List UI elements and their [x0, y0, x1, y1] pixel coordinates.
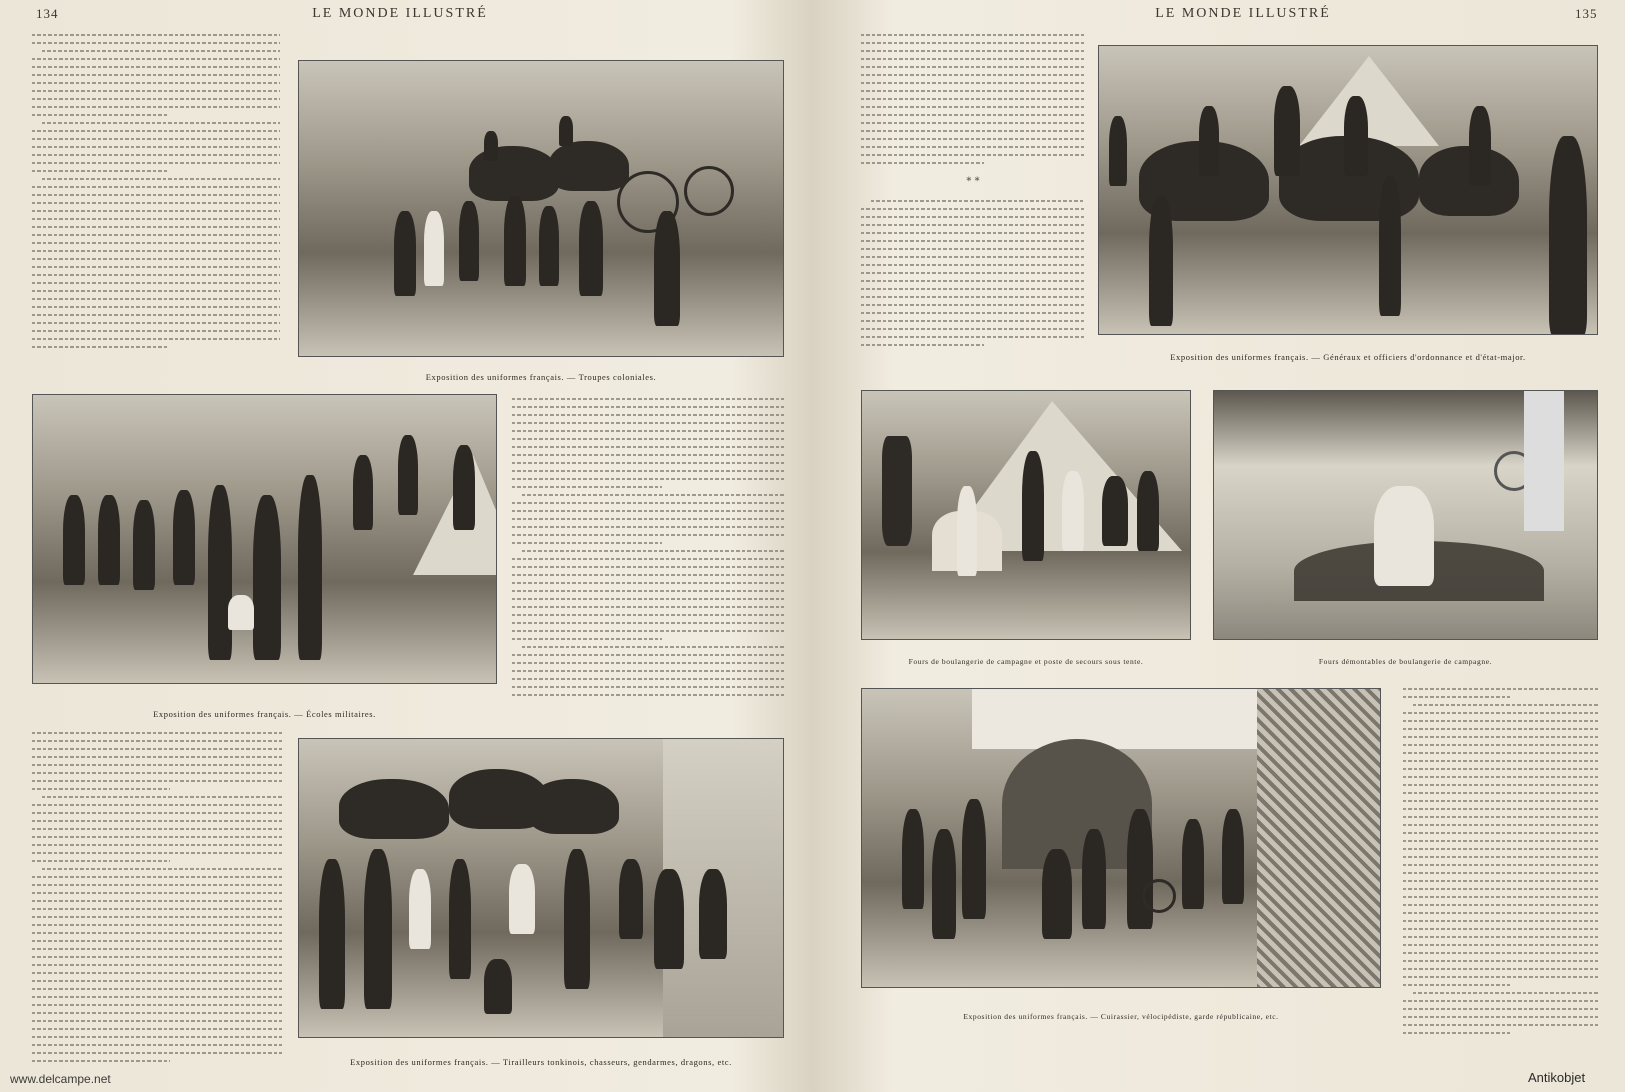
right-header — [813, 6, 1625, 26]
page-number-right: 135 — [1575, 6, 1598, 21]
running-title-left: LE MONDE ILLUSTRÉ — [312, 6, 488, 21]
left-header — [0, 6, 812, 26]
left-page — [0, 0, 812, 1092]
caption-tirailleurs: Exposition des uniformes français. — Tirailleurs tonkinois, chasseurs, gendarmes, dragons, etc. — [350, 1057, 732, 1067]
section-separator: * * — [966, 176, 980, 187]
right-page — [813, 0, 1625, 1092]
text-column-middle-left — [512, 398, 784, 712]
photo-cuirassier — [861, 688, 1381, 988]
watermark-right: Antikobjet — [1528, 1070, 1586, 1085]
photo-troupes-coloniales — [298, 60, 784, 357]
photo-generaux — [1098, 45, 1598, 335]
caption-fours-tente: Fours de boulangerie de campagne et poste de secours sous tente. — [908, 657, 1144, 666]
text-column-top-left — [32, 34, 280, 364]
caption-generaux: Exposition des uniformes français. — Généraux et officiers d'ordonnance et d'état-major. — [1170, 352, 1526, 362]
watermark-left: www.delcampe.net — [10, 1072, 111, 1086]
photo-tirailleurs — [298, 738, 784, 1038]
caption-cuirassier: Exposition des uniformes français. — Cuirassier, vélocipédiste, garde républicaine, etc. — [963, 1012, 1279, 1021]
running-title-right: LE MONDE ILLUSTRÉ — [1155, 6, 1331, 21]
text-column-top-right — [861, 34, 1085, 172]
photo-fours-boulangerie-tente — [861, 390, 1191, 640]
caption-troupes-coloniales: Exposition des uniformes français. — Troupes coloniales. — [425, 372, 657, 382]
text-column-bottom-left — [32, 732, 282, 1076]
photo-fours-demontables — [1213, 390, 1598, 640]
caption-fours-demontables: Fours démontables de boulangerie de campagne. — [1318, 657, 1493, 666]
text-column-upper-right — [861, 200, 1085, 352]
caption-ecoles-militaires: Exposition des uniformes français. — Écoles militaires. — [153, 709, 376, 719]
photo-ecoles-militaires — [32, 394, 497, 684]
page-number-left: 134 — [36, 6, 59, 21]
text-column-bottom-right — [1403, 688, 1598, 1078]
